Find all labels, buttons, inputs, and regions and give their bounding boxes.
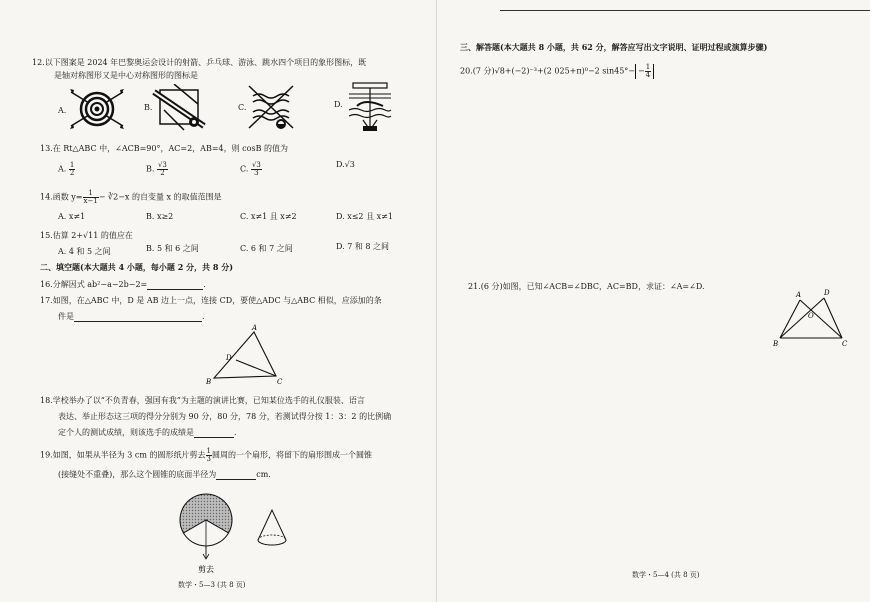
- q18-line2: 表达、举止形态这三项的得分分别为 90 分，80 分，78 分，若测试得分按 1：3：2 的比例确: [58, 412, 392, 421]
- q17-line2: 件是 .: [58, 312, 205, 321]
- q15-option-a: A. 4 和 5 之间: [58, 247, 111, 256]
- q15-option-c: C. 6 和 7 之间: [240, 244, 293, 253]
- q14-option-d: D. x≤2 且 x≠1: [336, 212, 393, 221]
- q13-option-b: B. $\frac{√3}{2}$: [146, 161, 167, 177]
- section-2-heading: 二、填空题(本大题共 4 小题，每小题 2 分，共 8 分): [40, 262, 233, 272]
- q17-triangle-figure: [200, 322, 290, 388]
- q14-option-b: B. x≥2: [146, 212, 174, 221]
- q17-label-d: D: [226, 354, 232, 362]
- q12-option-d: D.: [334, 100, 343, 109]
- table-tennis-icon: [150, 84, 210, 132]
- q21-label-o: O: [808, 312, 814, 320]
- q19-sector-cone-figure: [176, 488, 306, 580]
- q13-stem: 13.在 Rt△ABC 中，∠ACB=90°，AC=2，AB=4，则 cosB 的值为: [40, 144, 288, 153]
- q13-option-a: A. $\frac{1}{2}$: [58, 161, 75, 177]
- q19-answer-blank: [216, 471, 256, 480]
- q13-option-c: C. $\frac{√3}{3}$: [240, 161, 261, 177]
- q17-line1: 17.如图，在△ABC 中，D 是 AB 边上一点，连接 CD，要使△ADC 与△ABC 相似，应添加的条: [40, 296, 382, 305]
- q16-answer-blank: [147, 281, 203, 290]
- q13-option-d: D.√3: [336, 160, 355, 169]
- q14-option-a: A. x≠1: [58, 212, 86, 221]
- archery-icon: [68, 84, 126, 134]
- left-footer: 数学・5—3 (共 8 页): [178, 581, 246, 589]
- q17-label-a: A: [252, 324, 258, 332]
- q17-answer-blank: [74, 313, 202, 322]
- q12-option-c: C.: [238, 103, 247, 112]
- q19-line1: 19.如图，如果从半径为 3 cm 的圆形纸片剪去 $\frac{1}{3}$ 圆周的一个扇形，将留下的扇形围成一个圆锥: [40, 447, 372, 463]
- q15-option-b: B. 5 和 6 之间: [146, 244, 199, 253]
- q15-option-d: D. 7 和 8 之间: [336, 242, 390, 251]
- q12-option-b: B.: [144, 103, 153, 112]
- q12-stem-line2: 是轴对称图形又是中心对称图形的图标是: [54, 71, 198, 80]
- q21-stem: 21.(6 分)如图，已知∠ACB=∠DBC，AC=BD，求证：∠A=∠D.: [468, 282, 705, 291]
- q18-answer-blank: [194, 429, 234, 438]
- q14-option-c: C. x≠1 且 x≠2: [240, 212, 297, 221]
- q14-stem: 14.函数 y= $\frac{1}{x-1}$ − ∛2−x 的自变量 x 的取值范围是: [40, 189, 222, 205]
- diving-icon: [345, 80, 395, 134]
- section-3-heading: 三、解答题(本大题共 8 小题，共 62 分，解答应写出文字说明、证明过程或演算步骤): [460, 42, 768, 52]
- q21-label-a: A: [796, 291, 802, 299]
- q12-option-a: A.: [58, 106, 67, 115]
- q20-expression: 20.(7 分)√8+(−2)⁻³+(2 025+π)⁰−2 sin45°− − $\frac{1}{4}$: [460, 64, 654, 79]
- q21-label-d: D: [824, 289, 830, 297]
- q21-label-c: C: [842, 340, 848, 346]
- q17-label-b: B: [206, 378, 212, 386]
- q21-label-b: B: [773, 340, 779, 346]
- q16-stem: 16.分解因式 ab²−a−2b−2= .: [40, 280, 206, 289]
- q15-stem: 15.估算 2+√11 的值应在: [40, 231, 133, 240]
- q12-stem-line1: 12.以下图案是 2024 年巴黎奥运会设计的射箭、乒乓球、游泳、跳水四个项目的象形图标，既: [32, 58, 367, 67]
- q18-line3: 定个人的测试成绩，则该选手的成绩是 .: [58, 428, 237, 437]
- right-page: [440, 0, 870, 602]
- q18-line1: 18.学校举办了以“不负青春，强国有我”为主题的演讲比赛，已知某位选手的礼仪服装、语言: [40, 396, 365, 405]
- q19-cut-label: 剪去: [198, 565, 214, 574]
- swimming-icon: [245, 82, 297, 132]
- q21-quadrilateral-figure: [770, 286, 850, 346]
- q19-line2: (接缝处不重叠)，那么这个圆锥的底面半径为 cm.: [58, 470, 271, 479]
- q17-label-c: C: [277, 378, 283, 386]
- right-footer: 数学・5—4 (共 8 页): [632, 571, 700, 579]
